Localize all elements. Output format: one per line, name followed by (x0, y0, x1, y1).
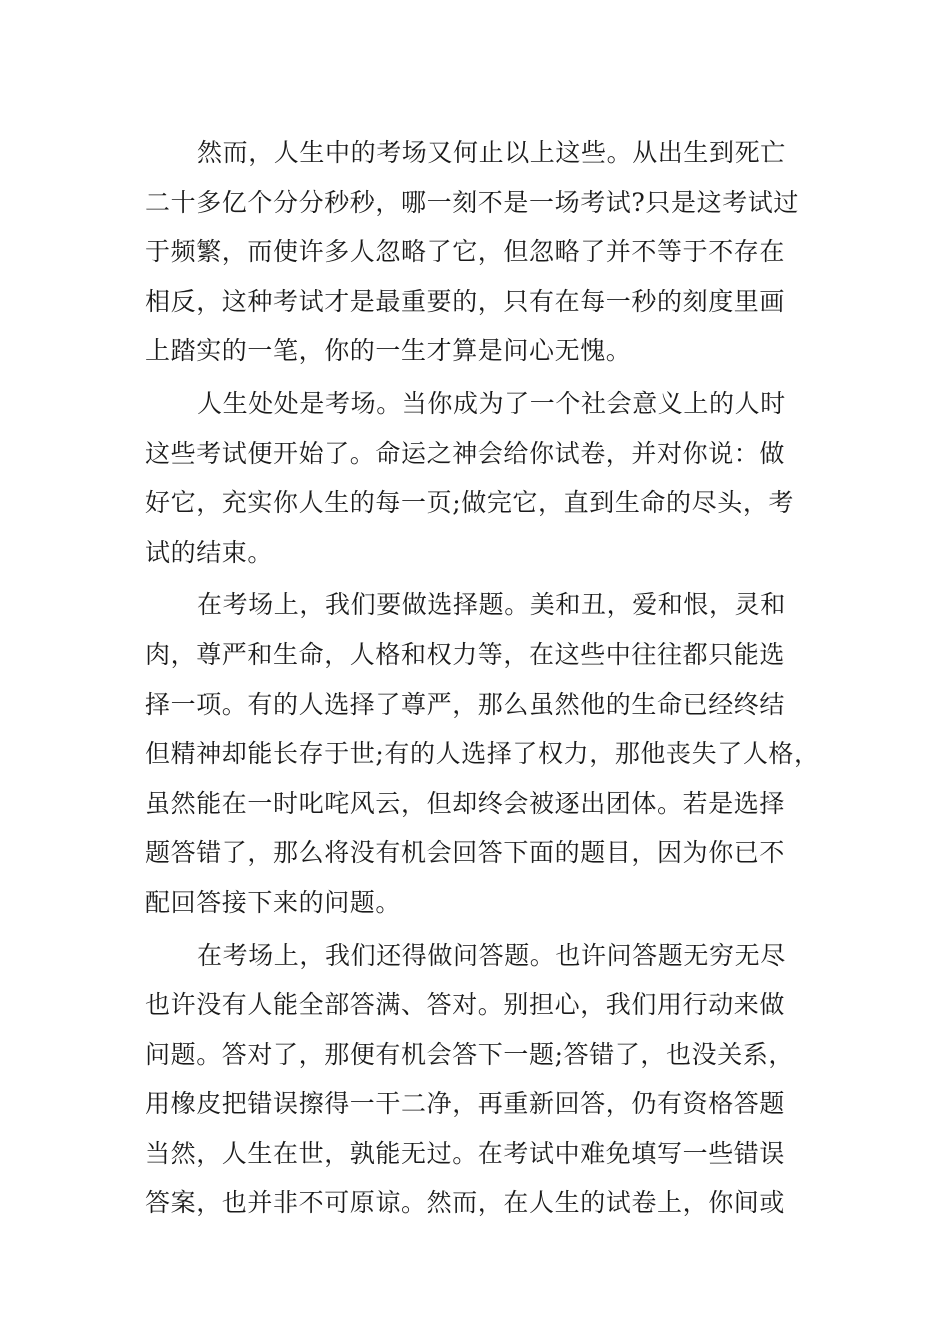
text-line: 于频繁，而使许多人忽略了它，但忽略了并不等于不存在 (145, 237, 786, 267)
text-line: 问题。答对了，那便有机会答下一题;答错了，也没关系， (145, 1039, 795, 1069)
text-line: 也许没有人能全部答满、答对。别担心，我们用行动来做 (145, 990, 786, 1020)
text-line: 在考场上，我们还得做问答题。也许问答题无穷无尽 (197, 940, 786, 970)
text-line: 在考场上，我们要做选择题。美和丑，爱和恨，灵和 (197, 590, 786, 620)
text-line: 上踏实的一笔，你的一生才算是问心无愧。 (145, 336, 632, 366)
text-line: 好它，充实你人生的每一页;做完它，直到生命的尽头，考 (145, 488, 795, 518)
text-line: 但精神却能长存于世;有的人选择了权力，那他丧失了人格， (145, 739, 820, 769)
text-line: 用橡皮把错误擦得一干二净，再重新回答，仍有资格答题 (145, 1089, 786, 1119)
text-line: 这些考试便开始了。命运之神会给你试卷，并对你说：做 (145, 438, 786, 468)
text-line: 当然，人生在世，孰能无过。在考试中难免填写一些错误 (145, 1138, 786, 1168)
text-line: 肉，尊严和生命，人格和权力等，在这些中往往都只能选 (145, 639, 786, 669)
paragraph-1 (145, 128, 825, 376)
paragraph-2 (145, 379, 825, 577)
text-line: 人生处处是考场。当你成为了一个社会意义上的人时 (197, 388, 786, 418)
paragraph-4 (145, 931, 825, 1229)
body-text (145, 128, 825, 1228)
paragraph-3 (145, 580, 825, 927)
text-line: 题答错了，那么将没有机会回答下面的题目，因为你已不 (145, 838, 786, 868)
text-line: 然而，人生中的考场又何止以上这些。从出生到死亡 (197, 138, 786, 167)
text-line: 配回答接下来的问题。 (145, 887, 402, 917)
text-line: 虽然能在一时叱咤风云，但却终会被逐出团体。若是选择 (145, 788, 786, 818)
text-line: 择一项。有的人选择了尊严，那么虽然他的生命已经终结 (145, 689, 786, 719)
text-line: 二十多亿个分分秒秒，哪一刻不是一场考试?只是这考试过 (145, 187, 800, 217)
text-line: 试的结束。 (145, 537, 274, 567)
text-line: 答案，也并非不可原谅。然而，在人生的试卷上，你间或 (145, 1188, 786, 1218)
text-line: 相反，这种考试才是最重要的，只有在每一秒的刻度里画 (145, 286, 786, 316)
